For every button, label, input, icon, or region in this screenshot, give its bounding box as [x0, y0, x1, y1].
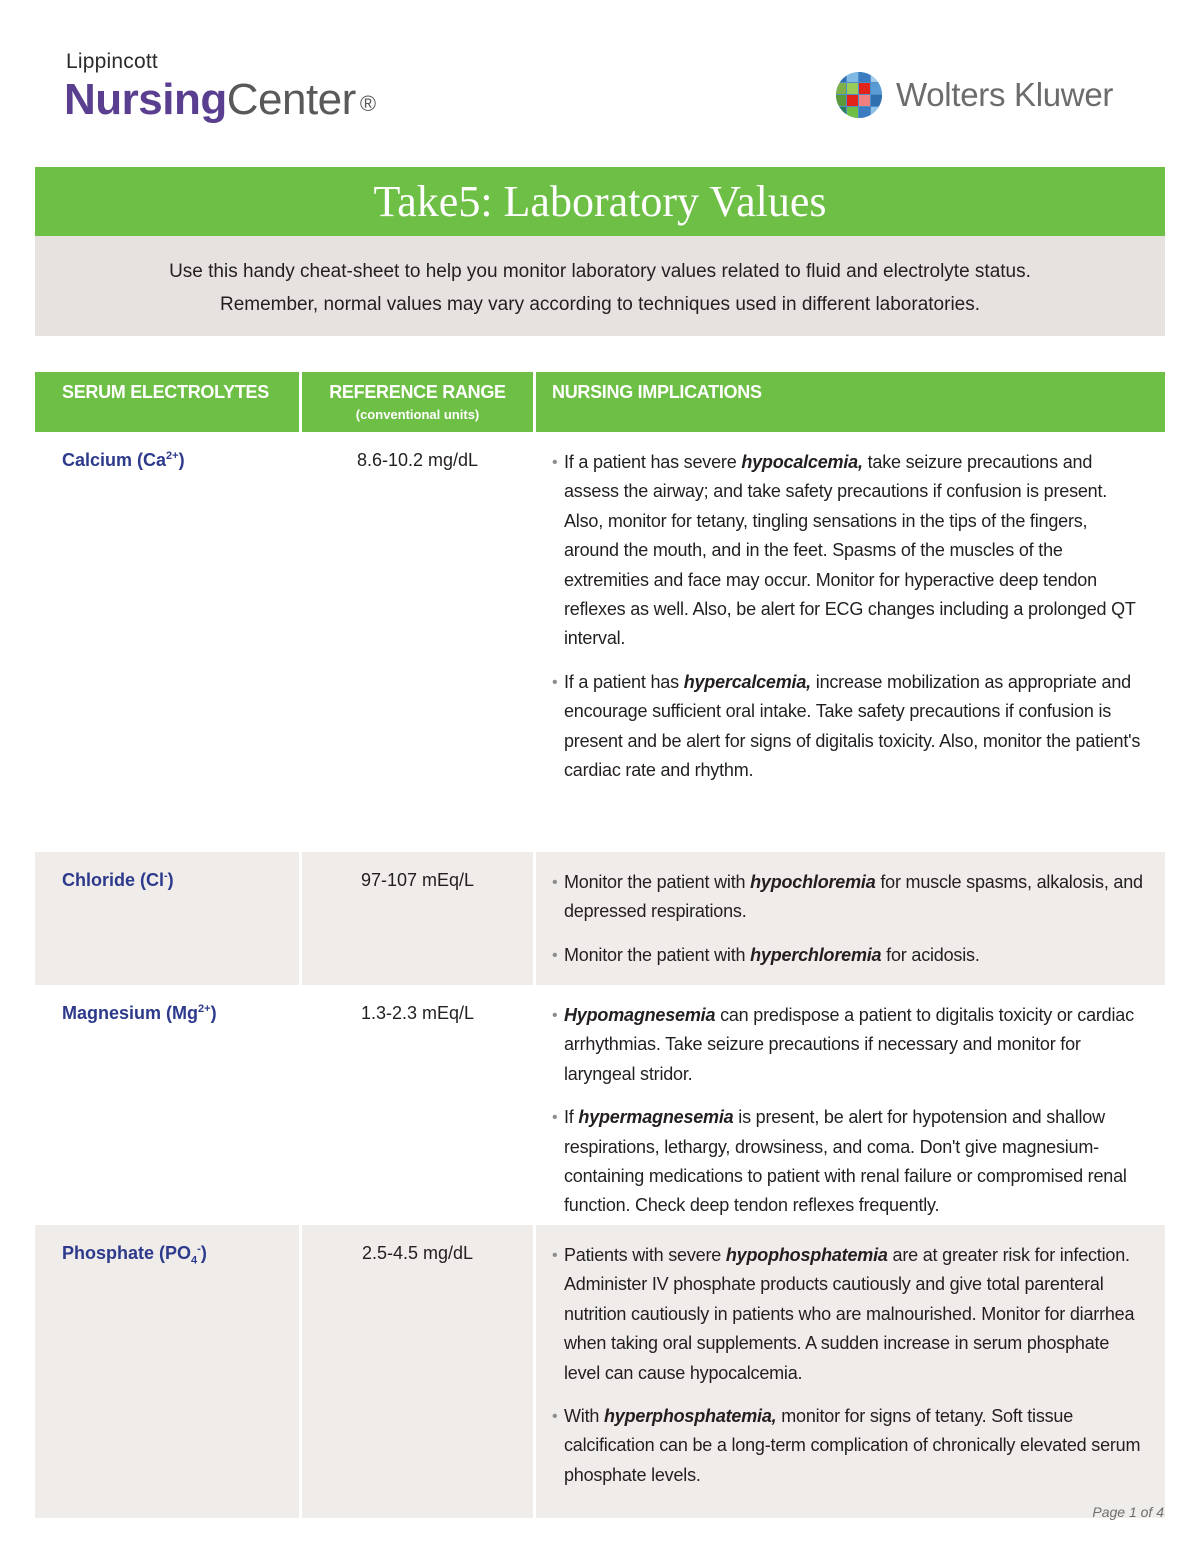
item-term: hyperchloremia	[750, 944, 882, 965]
wolters-kluwer-globe-icon	[834, 70, 884, 120]
item-text: If a patient has	[564, 671, 684, 692]
list-item	[552, 448, 1145, 654]
list-item	[552, 1241, 1145, 1388]
header-reference-range-label: REFERENCE RANGE	[329, 382, 506, 402]
nursing-implications	[536, 432, 1165, 852]
brand-lippincott: Lippincott	[66, 50, 158, 73]
title-banner	[35, 167, 1165, 236]
intro-line-2: Remember, normal values may vary according to techniques used in different laboratories.	[219, 294, 981, 315]
electrolyte-name	[35, 852, 299, 985]
table-row	[35, 852, 1165, 985]
table-header	[35, 372, 1165, 432]
page-title: Take5: Laboratory Values	[373, 177, 827, 226]
item-term: hypercalcemia,	[683, 671, 811, 692]
nursing-implications	[536, 985, 1165, 1225]
intro-box	[35, 236, 1165, 336]
electrolyte-label: Calcium (Ca	[62, 450, 167, 470]
ion-subscript: 4	[191, 1254, 198, 1267]
brand-nursing: Nursing	[64, 75, 227, 124]
item-text: take seizure precautions and assess the airway; and take safety precautions if confusion is present. Also, monitor for tetany, tingling sensations in the tips of the fingers, around the mouth, and in the feet. Spasms of the muscles of the extremities and face may occur. Monitor for hyperactive deep tendon reflexes as well. Also, be alert for ECG changes including a prolonged QT interval.	[564, 452, 1136, 649]
electrolyte-close: )	[167, 870, 174, 890]
bullet-icon: •	[552, 673, 558, 691]
bullet-icon: •	[552, 1007, 558, 1024]
electrolyte-close: )	[178, 450, 185, 470]
table-row	[35, 432, 1165, 852]
electrolyte-label: Phosphate (PO	[62, 1243, 192, 1263]
item-term: hyperphosphatemia,	[604, 1406, 777, 1427]
reference-range: 2.5-4.5 mg/dL	[302, 1225, 533, 1518]
item-term: hypocalcemia,	[741, 452, 863, 472]
list-item	[552, 868, 1145, 927]
item-text: is present, be alert for hypotension and shallow respirations, lethargy, drowsiness, and coma. Don't give magnesium-containing medications to patient with renal failure or compromised renal function. Check deep tendon reflexes frequently.	[564, 1107, 1127, 1216]
header-serum-electrolytes: SERUM ELECTROLYTES	[35, 372, 299, 432]
electrolyte-label: Chloride (Cl	[62, 870, 164, 890]
electrolyte-close: )	[210, 1003, 217, 1023]
item-term: Hypomagnesemia	[564, 1005, 716, 1025]
item-text: monitor for signs of tetany. Soft tissue calcification can be a long-term complication of chronically elevated serum phosphate levels.	[564, 1406, 1141, 1485]
bullet-icon: •	[552, 1109, 558, 1127]
reference-range: 1.3-2.3 mEq/L	[360, 1003, 475, 1023]
list-item	[552, 668, 1145, 786]
brand-center: Center	[226, 75, 356, 124]
item-text: for muscle spasms, alkalosis, and depressed respirations.	[564, 872, 1143, 922]
ion-charge: 2+	[166, 450, 179, 462]
electrolyte-name	[35, 432, 299, 852]
header-reference-range	[302, 372, 533, 432]
item-term: hypophosphatemia	[725, 1245, 888, 1265]
header-reference-range-sub: (conventional units)	[355, 407, 480, 422]
ion-charge: -	[164, 870, 168, 882]
intro-line-1: Use this handy cheat-sheet to help you monitor laboratory values related to fluid and electrolyte status.	[169, 261, 1031, 282]
list-item	[552, 941, 1145, 970]
table-row	[35, 1225, 1165, 1518]
header-nursing-implications: NURSING IMPLICATIONS	[536, 372, 1165, 432]
electrolyte-close: )	[200, 1243, 207, 1263]
electrolyte-name	[35, 985, 299, 1225]
item-text: If	[564, 1107, 579, 1128]
nursing-implications	[536, 852, 1165, 985]
ion-charge: 2+	[198, 1003, 211, 1015]
item-text: can predispose a patient to digitalis toxicity or cardiac arrhythmias. Take seizure precautions if necessary and monitor for laryngeal stridor.	[564, 1005, 1134, 1084]
lab-values-table	[35, 372, 1165, 1518]
item-text: If a patient has severe	[564, 452, 742, 472]
list-item	[552, 1103, 1145, 1221]
bullet-icon: •	[552, 874, 558, 891]
bullet-icon: •	[552, 1408, 558, 1426]
ion-charge: -	[197, 1243, 201, 1255]
page-header	[0, 0, 1200, 160]
bullet-icon: •	[552, 946, 558, 964]
table-row	[35, 985, 1165, 1225]
item-text: With	[564, 1406, 605, 1427]
item-text: for acidosis.	[881, 944, 980, 965]
list-item	[552, 1402, 1145, 1490]
item-text: Patients with severe	[564, 1245, 726, 1265]
item-term: hypermagnesemia	[578, 1107, 734, 1128]
item-text: increase mobilization as appropriate and encourage sufficient oral intake. Take safety precautions if confusion is present and be alert for signs of digitalis toxicity. Also, monitor the patient's cardiac rate and rhythm.	[564, 671, 1141, 781]
registered-mark: ®	[359, 91, 376, 116]
page-number: Page 1 of 4	[1092, 1504, 1164, 1520]
electrolyte-label: Magnesium (Mg	[62, 1003, 199, 1023]
reference-range: 8.6-10.2 mg/dL	[356, 450, 479, 470]
bullet-icon: •	[552, 454, 558, 471]
electrolyte-name	[35, 1225, 299, 1518]
bullet-icon: •	[552, 1247, 558, 1264]
list-item	[552, 1001, 1145, 1089]
item-text: Monitor the patient with	[564, 944, 751, 965]
wolters-kluwer-logo	[834, 70, 1113, 120]
item-text: Monitor the patient with	[564, 872, 751, 892]
reference-range: 97-107 mEq/L	[302, 852, 533, 985]
brand-nursingcenter-logo	[64, 74, 376, 126]
nursing-implications	[536, 1225, 1165, 1518]
item-text: are at greater risk for infection. Administer IV phosphate products cautiously and give total parenteral nutrition cautiously in patients who are malnourished. Monitor for diarrhea when taking oral supplements. A sudden increase in serum phosphate level can cause hypocalcemia.	[564, 1245, 1135, 1383]
item-term: hypochloremia	[750, 872, 876, 892]
wolters-kluwer-text: Wolters Kluwer	[896, 76, 1114, 113]
